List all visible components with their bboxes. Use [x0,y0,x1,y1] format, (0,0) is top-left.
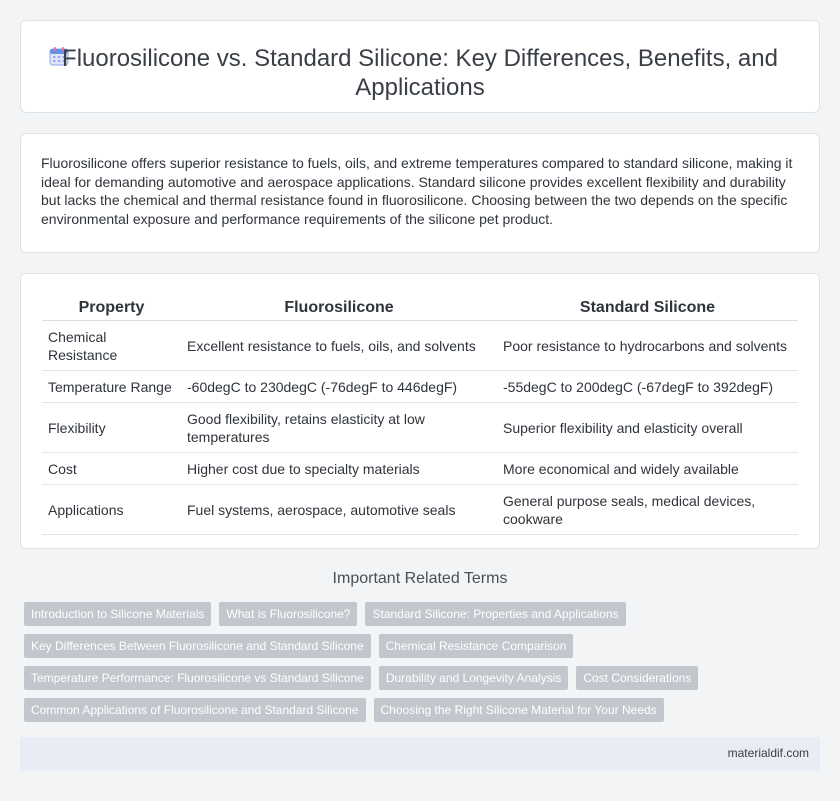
related-term-tag[interactable]: Temperature Performance: Fluorosilicone vs Standard Silicone [24,666,371,690]
tag-row [24,634,573,658]
row-standard-value: Poor resistance to hydrocarbons and solvents [497,321,798,371]
comparison-table [42,293,798,535]
title-card [20,20,820,113]
row-standard-value: General purpose seals, medical devices, cookware [497,485,798,535]
table-header-row [42,293,798,321]
footer-bar [20,737,820,771]
row-property: Temperature Range [42,371,181,403]
row-property: Chemical Resistance [42,321,181,371]
row-property: Flexibility [42,403,181,453]
row-standard-value: More economical and widely available [497,453,798,485]
row-property: Cost [42,453,181,485]
tag-row [24,666,698,690]
related-term-tag[interactable]: Choosing the Right Silicone Material for Your Needs [374,698,664,722]
comparison-card [20,273,820,549]
related-term-tag[interactable]: Cost Considerations [576,666,698,690]
column-header-property: Property [42,293,181,321]
page-title: Fluorosilicone vs. Standard Silicone: Key Differences, Benefits, and Applications [62,45,778,101]
row-fluorosilicone-value: Excellent resistance to fuels, oils, and solvents [181,321,497,371]
related-term-tag[interactable]: Chemical Resistance Comparison [379,634,574,658]
related-term-tag[interactable]: Durability and Longevity Analysis [379,666,568,690]
column-header-fluorosilicone: Fluorosilicone [181,293,497,321]
intro-paragraph: Fluorosilicone offers superior resistance to fuels, oils, and extreme temperatures compared to standard silicone, making it ideal for demanding automotive and aerospace applications. Standard silicone provides excellent flexibility and durability but lacks the chemical and thermal resistance found in fluorosilicone. Choosing between the two depends on the specific environmental exposure and performance requirements of the silicone pet product. [41,155,793,227]
row-fluorosilicone-value: Fuel systems, aerospace, automotive seals [181,485,497,535]
related-term-tag[interactable]: What is Fluorosilicone? [219,602,357,626]
row-standard-value: -55degC to 200degC (-67degF to 392degF) [497,371,798,403]
related-term-tag[interactable]: Common Applications of Fluorosilicone and Standard Silicone [24,698,366,722]
row-property: Applications [42,485,181,535]
intro-card [20,133,820,253]
table-row [42,321,798,371]
tag-row [24,602,626,626]
table-row [42,371,798,403]
related-terms-heading: Important Related Terms [332,570,508,587]
row-fluorosilicone-value: -60degC to 230degC (-76degF to 446degF) [181,371,497,403]
related-term-tag[interactable]: Standard Silicone: Properties and Applications [365,602,625,626]
row-fluorosilicone-value: Higher cost due to specialty materials [181,453,497,485]
footer-site-link[interactable]: materialdif.com [727,746,809,760]
row-fluorosilicone-value: Good flexibility, retains elasticity at low temperatures [181,403,497,453]
row-standard-value: Superior flexibility and elasticity overall [497,403,798,453]
tag-row [24,698,664,722]
table-row [42,403,798,453]
column-header-standard-silicone: Standard Silicone [497,293,798,321]
related-term-tag[interactable]: Introduction to Silicone Materials [24,602,211,626]
table-row [42,453,798,485]
table-row [42,485,798,535]
related-term-tag[interactable]: Key Differences Between Fluorosilicone and Standard Silicone [24,634,371,658]
